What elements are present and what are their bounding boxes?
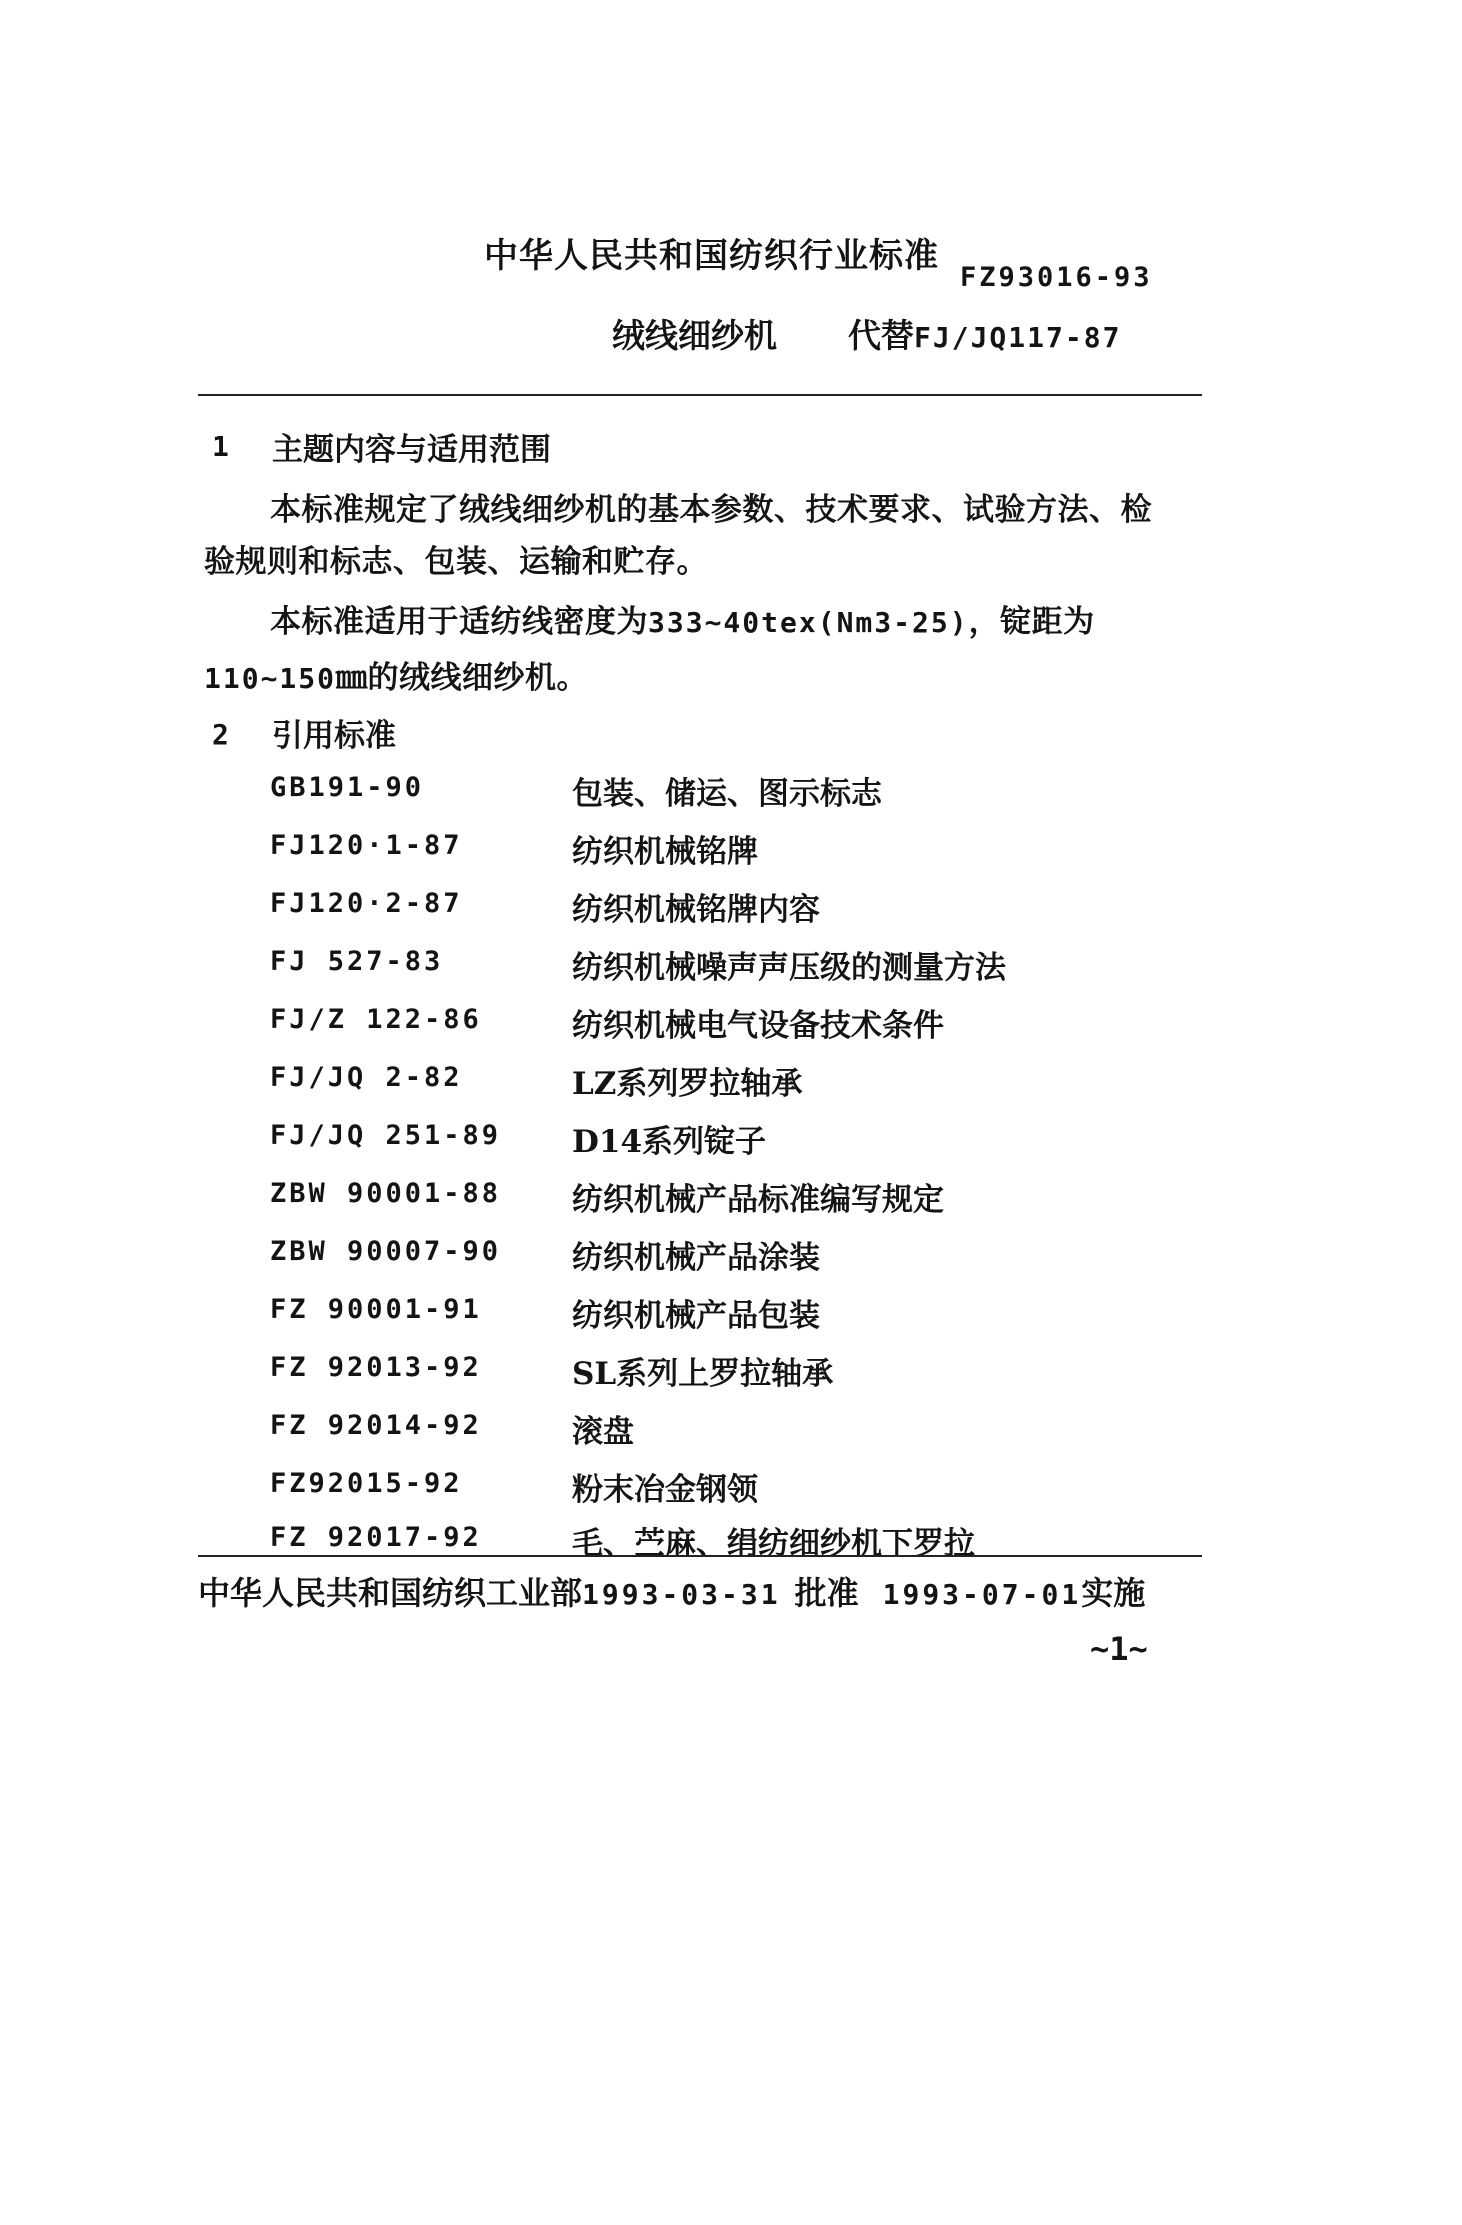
section-1-para2-line1 bbox=[270, 596, 1095, 641]
reference-title: 滚盘 bbox=[572, 1414, 634, 1450]
effective-label: 实施 bbox=[1081, 1574, 1146, 1612]
reference-code: FZ 92014-92 bbox=[270, 1410, 482, 1441]
reference-code: FJ 527-83 bbox=[270, 946, 444, 977]
approve-label: 批准 bbox=[794, 1574, 859, 1612]
reference-title: 纺织机械铭牌 bbox=[572, 834, 758, 870]
reference-code: FJ/JQ 2-82 bbox=[270, 1062, 463, 1093]
reference-title: 纺织机械电气设备技术条件 bbox=[572, 1008, 944, 1044]
reference-title: 粉末冶金钢领 bbox=[572, 1472, 758, 1508]
reference-title: 纺织机械铭牌内容 bbox=[572, 892, 820, 928]
reference-title: 纺织机械产品涂装 bbox=[572, 1240, 820, 1276]
reference-title: 纺织机械产品包装 bbox=[572, 1298, 820, 1334]
para2-text-a: 本标准适用于适纺线密度为 bbox=[270, 604, 648, 640]
page-number: ~1~ bbox=[1090, 1630, 1148, 1668]
product-name: 绒线细纱机 bbox=[612, 316, 777, 355]
para2-density-range: 333~40tex(Nm3-25) bbox=[648, 606, 969, 639]
reference-code: GB191-90 bbox=[270, 772, 425, 803]
replaces-label: 代替 bbox=[848, 316, 914, 355]
reference-code: ZBW 90007-90 bbox=[270, 1236, 502, 1267]
reference-code: FZ 92013-92 bbox=[270, 1352, 482, 1383]
issuer: 中华人民共和国纺织工业部 bbox=[198, 1574, 583, 1612]
section-1-para2-line2 bbox=[204, 652, 588, 697]
section-1-title: 主题内容与适用范围 bbox=[272, 432, 551, 468]
reference-code: FZ 92017-92 bbox=[270, 1522, 482, 1553]
reference-code: FJ/Z 122-86 bbox=[270, 1004, 482, 1035]
reference-title: 毛、苎麻、绢纺细纱机下罗拉 bbox=[572, 1526, 975, 1562]
approval-line bbox=[198, 1568, 1145, 1614]
section-1-number: 1 bbox=[212, 430, 229, 463]
reference-title: D14系列锭子 bbox=[572, 1124, 767, 1160]
standard-title: 中华人民共和国纺织行业标准 bbox=[484, 236, 939, 276]
reference-title: 包装、储运、图示标志 bbox=[572, 776, 882, 812]
replaces-code: FJ/JQ117-87 bbox=[914, 321, 1122, 354]
para2-text-c: ，锭距为 bbox=[968, 604, 1095, 640]
para2-text-d: ㎜的绒线细纱机。 bbox=[336, 660, 589, 696]
reference-title: SL系列上罗拉轴承 bbox=[572, 1356, 834, 1392]
section-1-para1-line2: 验规则和标志、包装、运输和贮存。 bbox=[204, 544, 708, 580]
reference-code: FZ 90001-91 bbox=[270, 1294, 482, 1325]
reference-code: FZ92015-92 bbox=[270, 1468, 463, 1499]
para2-spacing-range: 110~150 bbox=[204, 662, 337, 695]
replaces-note bbox=[848, 310, 1121, 357]
standard-code: FZ93016-93 bbox=[960, 262, 1153, 293]
footer-divider bbox=[198, 1555, 1202, 1557]
reference-code: FJ120·2-87 bbox=[270, 888, 463, 919]
section-2-title: 引用标准 bbox=[272, 718, 396, 754]
reference-title: 纺织机械产品标准编写规定 bbox=[572, 1182, 944, 1218]
effective-date: 1993-07-01 bbox=[882, 1578, 1082, 1611]
reference-code: ZBW 90001-88 bbox=[270, 1178, 502, 1209]
approve-date: 1993-03-31 bbox=[582, 1578, 781, 1611]
section-2-number: 2 bbox=[212, 718, 229, 751]
reference-title: 纺织机械噪声声压级的测量方法 bbox=[572, 950, 1006, 986]
reference-title: LZ系列罗拉轴承 bbox=[572, 1066, 803, 1102]
header-divider bbox=[198, 394, 1202, 396]
section-1-para1-line1: 本标准规定了绒线细纱机的基本参数、技术要求、试验方法、检 bbox=[270, 492, 1152, 528]
reference-code: FJ120·1-87 bbox=[270, 830, 463, 861]
reference-code: FJ/JQ 251-89 bbox=[270, 1120, 502, 1151]
